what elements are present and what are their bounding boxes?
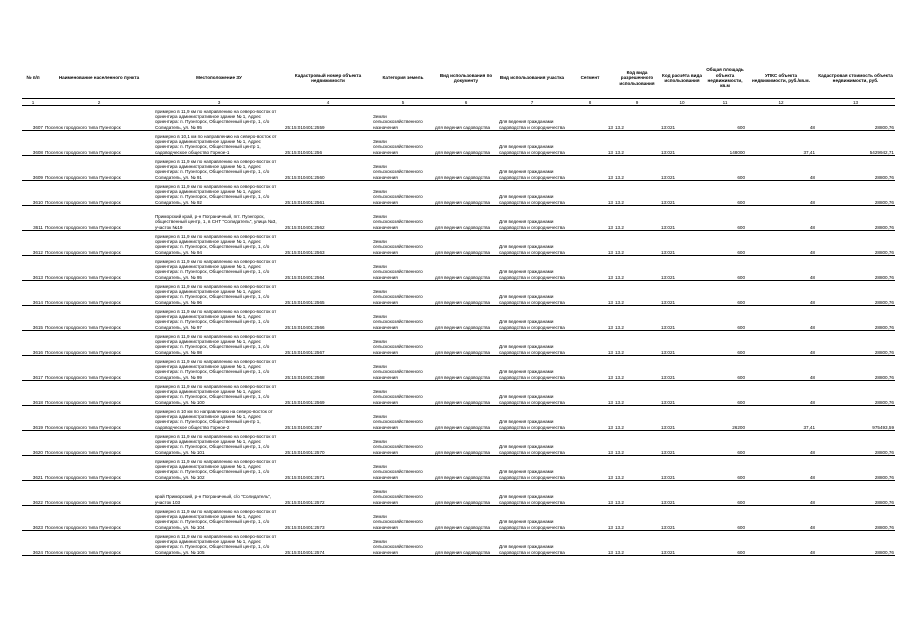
calc-code: 13:021 [660, 331, 704, 356]
cadastral-value: 28800,76 [816, 481, 895, 506]
location-text: примерно в 10,1 км по направлению на северо-восток от ориентира административное здание № 1, Адрес ориентира: п. Пуэнгорск, Общественный центр 1, садоводческое общество Горное-1 [154, 131, 284, 156]
settlement-name: Поселок городского типа Пуэнгорск [44, 406, 154, 431]
row-number: 3616 [22, 331, 44, 356]
segment: 13 [566, 331, 614, 356]
permitted-use-code: 13.2 [614, 506, 660, 531]
row-number: 3621 [22, 456, 44, 481]
segment: 13 [566, 481, 614, 506]
use-by-document: для ведения садоводства [434, 131, 498, 156]
cadastral-number: 25:15:010401:2559 [284, 106, 372, 131]
col-header-segment: Сегмент [566, 58, 614, 99]
land-category: Земли сельскохозяйственного назначения [372, 306, 434, 331]
column-number: 3 [154, 99, 284, 106]
row-number: 3617 [22, 356, 44, 381]
cadastral-number: 25:15:010401:2566 [284, 306, 372, 331]
table-row [22, 456, 895, 481]
land-category: Земли сельскохозяйственного назначения [372, 106, 434, 131]
use-by-document: для ведения садоводства [434, 406, 498, 431]
area-value: 600 [704, 381, 746, 406]
land-category: Земли сельскохозяйственного назначения [372, 356, 434, 381]
cadastral-number: 25:15:010401:2574 [284, 531, 372, 556]
plot-use: Для ведения гражданами садоводства и огородничества [498, 481, 566, 506]
permitted-use-code: 13.2 [614, 356, 660, 381]
settlement-name: Поселок городского типа Пуэнгорск [44, 106, 154, 131]
cadastral-number: 25:15:010401:2564 [284, 256, 372, 281]
calc-code: 13:021 [660, 131, 704, 156]
settlement-name: Поселок городского типа Пуэнгорск [44, 356, 154, 381]
col-header-area: Общая площадь объекта недвижимости, кв.м [704, 58, 746, 99]
use-by-document: для ведения садоводства [434, 156, 498, 181]
permitted-use-code: 13.2 [614, 531, 660, 556]
settlement-name: Поселок городского типа Пуэнгорск [44, 306, 154, 331]
calc-code: 13:021 [660, 431, 704, 456]
upks-value: 48 [746, 531, 816, 556]
cadastral-number: 25:15:010401:2562 [284, 206, 372, 231]
column-number: 10 [660, 99, 704, 106]
calc-code: 13:021 [660, 456, 704, 481]
settlement-name: Поселок городского типа Пуэнгорск [44, 381, 154, 406]
use-by-document: для ведения садоводства [434, 331, 498, 356]
table-row [22, 131, 895, 156]
segment: 13 [566, 181, 614, 206]
column-number: 2 [44, 99, 154, 106]
cadastral-value: 28800,76 [816, 306, 895, 331]
table-row [22, 281, 895, 306]
segment: 13 [566, 356, 614, 381]
use-by-document: для ведения садоводства [434, 181, 498, 206]
cadastral-value: 28800,76 [816, 381, 895, 406]
upks-value: 48 [746, 356, 816, 381]
col-header-settlement: Наименование населенного пункта [44, 58, 154, 99]
upks-value: 48 [746, 156, 816, 181]
land-category: Земли сельскохозяйственного назначения [372, 181, 434, 206]
calc-code: 13:021 [660, 106, 704, 131]
row-number: 3624 [22, 531, 44, 556]
upks-value: 48 [746, 331, 816, 356]
plot-use: Для ведения гражданами садоводства и огородничества [498, 356, 566, 381]
upks-value: 48 [746, 381, 816, 406]
plot-use: Для ведения гражданами садоводства и огородничества [498, 456, 566, 481]
segment: 13 [566, 256, 614, 281]
permitted-use-code: 13.2 [614, 181, 660, 206]
settlement-name: Поселок городского типа Пуэнгорск [44, 531, 154, 556]
use-by-document: для ведения садоводства [434, 356, 498, 381]
upks-value: 48 [746, 431, 816, 456]
settlement-name: Поселок городского типа Пуэнгорск [44, 131, 154, 156]
row-number: 3614 [22, 281, 44, 306]
col-header-num: № п/п [22, 58, 44, 99]
plot-use: Для ведения гражданами садоводства и огородничества [498, 181, 566, 206]
segment: 13 [566, 156, 614, 181]
column-number: 1 [22, 99, 44, 106]
land-category: Земли сельскохозяйственного назначения [372, 456, 434, 481]
cadastral-value: 975493,59 [816, 406, 895, 431]
table-row [22, 231, 895, 256]
location-text: примерно в 11,9 км по направлению на северо-восток от ориентира административное здание № 1, Адрес ориентира: п. Пуэнгорск, Общественный центр, 1, с/о Солидатель, ул. № 100 [154, 381, 284, 406]
area-value: 600 [704, 456, 746, 481]
use-by-document: для ведения садоводства [434, 281, 498, 306]
area-value: 600 [704, 531, 746, 556]
segment: 13 [566, 281, 614, 306]
cadastral-number: 25:15:010401:2569 [284, 381, 372, 406]
location-text: примерно в 11,9 км по направлению на северо-восток от ориентира административное здание № 1, Адрес ориентира: п. Пуэнгорск, Общественный центр, 1, с/о Солидатель, ул. № 95 [154, 106, 284, 131]
calc-code: 13:021 [660, 381, 704, 406]
area-value: 600 [704, 481, 746, 506]
location-text: примерно в 11,9 км по направлению на северо-восток от ориентира административное здание № 1, Адрес ориентира: п. Пуэнгорск, Общественный центр, 1, с/о Солидатель, ул. № 105 [154, 531, 284, 556]
plot-use: Для ведения гражданами садоводства и огородничества [498, 406, 566, 431]
row-number: 3622 [22, 481, 44, 506]
segment: 13 [566, 131, 614, 156]
land-category: Земли сельскохозяйственного назначения [372, 431, 434, 456]
permitted-use-code: 13.2 [614, 106, 660, 131]
cadastral-number: 25:15:010401:2572 [284, 481, 372, 506]
use-by-document: для ведения садоводства [434, 456, 498, 481]
location-text: примерно в 11,9 км по направлению на северо-восток от ориентира административное здание № 1, Адрес ориентира: п. Пуэнгорск, Общественный центр, 1, с/о Солидатель, ул. № 104 [154, 506, 284, 531]
calc-code: 13:021 [660, 481, 704, 506]
table-row [22, 331, 895, 356]
land-category: Земли сельскохозяйственного назначения [372, 506, 434, 531]
row-number: 3611 [22, 206, 44, 231]
upks-value: 48 [746, 231, 816, 256]
row-number: 3613 [22, 256, 44, 281]
area-value: 600 [704, 431, 746, 456]
upks-value: 48 [746, 181, 816, 206]
location-text: примерно в 11,9 км по направлению на северо-восток от ориентира административное здание № 1, Адрес ориентира: п. Пуэнгорск, Общественный центр, 1, с/о Солидатель, ул. № 95 [154, 256, 284, 281]
permitted-use-code: 13.2 [614, 281, 660, 306]
column-number: 5 [372, 99, 434, 106]
col-header-use-by-document: Вид использования по документу [434, 58, 498, 99]
permitted-use-code: 13.2 [614, 306, 660, 331]
upks-value: 48 [746, 306, 816, 331]
use-by-document: для ведения садоводства [434, 381, 498, 406]
permitted-use-code: 13.2 [614, 431, 660, 456]
col-header-cadastral-value: Кадастровая стоимость объекта недвижимости, руб. [816, 58, 895, 99]
land-category: Земли сельскохозяйственного назначения [372, 256, 434, 281]
calc-code: 13:021 [660, 506, 704, 531]
table-row [22, 306, 895, 331]
cadastral-value: 28800,76 [816, 231, 895, 256]
area-value: 600 [704, 281, 746, 306]
row-number: 3610 [22, 181, 44, 206]
calc-code: 13:021 [660, 156, 704, 181]
upks-value: 48 [746, 481, 816, 506]
location-text: примерно в 11,9 км по направлению на северо-восток от ориентира административное здание № 1, Адрес ориентира: п. Пуэнгорск, Общественный центр, 1, с/о Солидатель, ул. № 101 [154, 431, 284, 456]
location-text: примерно в 11,9 км по направлению на северо-восток от ориентира административное здание № 1, Адрес ориентира: п. Пуэнгорск, Общественный центр, 1, с/о Солидатель, ул. № 98 [154, 331, 284, 356]
cadastral-value: 5429942,71 [816, 131, 895, 156]
column-number: 4 [284, 99, 372, 106]
table-body [22, 106, 895, 556]
location-text: примерно в 10 км по направлению на северо-восток от ориентира административное здание № 1, Адрес ориентира: п. Пуэнгорск, Общественный центр 1, садоводческое общество Горное-2 [154, 406, 284, 431]
land-category: Земли сельскохозяйственного назначения [372, 231, 434, 256]
location-text: примерно в 11,9 км по направлению на северо-восток от ориентира административное здание № 1, Адрес ориентира: п. Пуэнгорск, Общественный центр, 1, с/о Солидатель, ул. № 94 [154, 231, 284, 256]
table-row [22, 256, 895, 281]
area-value: 600 [704, 256, 746, 281]
cadastral-value: 28800,76 [816, 181, 895, 206]
permitted-use-code: 13.2 [614, 231, 660, 256]
plot-use: Для ведения гражданами садоводства и огородничества [498, 431, 566, 456]
use-by-document: для ведения садоводства [434, 506, 498, 531]
settlement-name: Поселок городского типа Пуэнгорск [44, 331, 154, 356]
area-value: 600 [704, 306, 746, 331]
cadastral-value: 28800,76 [816, 106, 895, 131]
segment: 13 [566, 381, 614, 406]
segment: 13 [566, 506, 614, 531]
cadastral-value-table [22, 58, 895, 556]
cadastral-number: 25:15:010401:256 [284, 131, 372, 156]
permitted-use-code: 13.2 [614, 156, 660, 181]
use-by-document: для ведения садоводства [434, 531, 498, 556]
table-row [22, 481, 895, 506]
row-number: 3618 [22, 381, 44, 406]
cadastral-value: 28800,76 [816, 506, 895, 531]
segment: 13 [566, 106, 614, 131]
permitted-use-code: 13.2 [614, 456, 660, 481]
land-category: Земли сельскохозяйственного назначения [372, 406, 434, 431]
plot-use: Для ведения гражданами садоводства и огородничества [498, 381, 566, 406]
calc-code: 13:021 [660, 181, 704, 206]
use-by-document: для ведения садоводства [434, 431, 498, 456]
segment: 13 [566, 231, 614, 256]
plot-use: Для ведения гражданами садоводства и огородничества [498, 531, 566, 556]
area-value: 26200 [704, 406, 746, 431]
settlement-name: Поселок городского типа Пуэнгорск [44, 431, 154, 456]
cadastral-value: 28800,76 [816, 206, 895, 231]
permitted-use-code: 13.2 [614, 381, 660, 406]
permitted-use-code: 13.2 [614, 256, 660, 281]
row-number: 3608 [22, 131, 44, 156]
area-value: 600 [704, 156, 746, 181]
cadastral-valuation-sheet [22, 58, 895, 556]
cadastral-value: 28800,76 [816, 456, 895, 481]
permitted-use-code: 13.2 [614, 331, 660, 356]
land-category: Земли сельскохозяйственного назначения [372, 481, 434, 506]
land-category: Земли сельскохозяйственного назначения [372, 131, 434, 156]
col-header-location: Местоположение ЗУ [154, 58, 284, 99]
row-number: 3619 [22, 406, 44, 431]
cadastral-number: 25:15:010401:2570 [284, 431, 372, 456]
plot-use: Для ведения гражданами садоводства и огородничества [498, 256, 566, 281]
upks-value: 48 [746, 506, 816, 531]
cadastral-value: 28800,76 [816, 331, 895, 356]
column-number: 9 [614, 99, 660, 106]
upks-value: 48 [746, 256, 816, 281]
area-value: 148000 [704, 131, 746, 156]
location-text: примерно в 11,9 км по направлению на северо-восток от ориентира административное здание № 1, Адрес ориентира: п. Пуэнгорск, Общественный центр, 1, с/о Солидатель, ул. № 91 [154, 156, 284, 181]
table-row [22, 156, 895, 181]
calc-code: 13:021 [660, 306, 704, 331]
plot-use: Для ведения гражданами садоводства и огородничества [498, 506, 566, 531]
plot-use: Для ведения гражданами садоводства и огородничества [498, 281, 566, 306]
segment: 13 [566, 406, 614, 431]
settlement-name: Поселок городского типа Пуэнгорск [44, 481, 154, 506]
row-number: 3620 [22, 431, 44, 456]
table-row [22, 531, 895, 556]
col-header-upks: УПКС объекта недвижимости, руб./кв.м. [746, 58, 816, 99]
permitted-use-code: 13.2 [614, 406, 660, 431]
segment: 13 [566, 531, 614, 556]
header-row [22, 58, 895, 99]
table-row [22, 381, 895, 406]
segment: 13 [566, 206, 614, 231]
column-number: 12 [746, 99, 816, 106]
column-number: 13 [816, 99, 895, 106]
cadastral-number: 25:15:010401:2563 [284, 231, 372, 256]
cadastral-number: 25:15:010401:257 [284, 406, 372, 431]
use-by-document: для ведения садоводства [434, 306, 498, 331]
land-category: Земли сельскохозяйственного назначения [372, 381, 434, 406]
settlement-name: Поселок городского типа Пуэнгорск [44, 181, 154, 206]
plot-use: Для ведения гражданами садоводства и огородничества [498, 331, 566, 356]
permitted-use-code: 13.2 [614, 481, 660, 506]
table-row [22, 431, 895, 456]
permitted-use-code: 13.2 [614, 131, 660, 156]
use-by-document: для ведения садоводства [434, 231, 498, 256]
cadastral-number: 25:15:010401:2573 [284, 506, 372, 531]
upks-value: 37,41 [746, 131, 816, 156]
plot-use: Для ведения гражданами садоводства и огородничества [498, 131, 566, 156]
area-value: 600 [704, 231, 746, 256]
row-number: 3612 [22, 231, 44, 256]
col-header-land-category: Категория земель [372, 58, 434, 99]
column-number: 6 [434, 99, 498, 106]
table-row [22, 206, 895, 231]
location-text: примерно в 11,9 км по направлению на северо-восток от ориентира административное здание № 1, Адрес ориентира: п. Пуэнгорск, Общественный центр, 1, с/о Солидатель, ул. № 102 [154, 456, 284, 481]
column-number: 7 [498, 99, 566, 106]
upks-value: 48 [746, 281, 816, 306]
land-category: Земли сельскохозяйственного назначения [372, 531, 434, 556]
column-number: 8 [566, 99, 614, 106]
calc-code: 13:021 [660, 281, 704, 306]
area-value: 600 [704, 331, 746, 356]
area-value: 600 [704, 106, 746, 131]
cadastral-value: 28800,76 [816, 156, 895, 181]
area-value: 600 [704, 181, 746, 206]
upks-value: 48 [746, 206, 816, 231]
cadastral-number: 25:15:010401:2567 [284, 331, 372, 356]
area-value: 600 [704, 506, 746, 531]
upks-value: 37,41 [746, 406, 816, 431]
use-by-document: для ведения садоводства [434, 256, 498, 281]
upks-value: 48 [746, 106, 816, 131]
land-category: Земли сельскохозяйственного назначения [372, 206, 434, 231]
col-header-permitted-use-code: Код вида разрешенного использования [614, 58, 660, 99]
col-header-plot-use: Вид использования участка [498, 58, 566, 99]
settlement-name: Поселок городского типа Пуэнгорск [44, 281, 154, 306]
calc-code: 13:021 [660, 231, 704, 256]
area-value: 600 [704, 356, 746, 381]
plot-use: Для ведения гражданами садоводства и огородничества [498, 156, 566, 181]
col-header-calc-code: Код расчёта вида использования [660, 58, 704, 99]
cadastral-number: 25:15:010401:2571 [284, 456, 372, 481]
segment: 13 [566, 306, 614, 331]
location-text: примерно в 11,9 км по направлению на северо-восток от ориентира административное здание № 1, Адрес ориентира: п. Пуэнгорск, Общественный центр, 1, с/о Солидатель, ул. № 99 [154, 356, 284, 381]
column-number: 11 [704, 99, 746, 106]
calc-code: 13:021 [660, 531, 704, 556]
cadastral-number: 25:15:010401:2565 [284, 281, 372, 306]
location-text: примерно в 11,9 км по направлению на северо-восток от ориентира административное здание № 1, Адрес ориентира: п. Пуэнгорск, Общественный центр, 1, с/о Солидатель, ул. № 96 [154, 281, 284, 306]
location-text: примерно в 11,9 км по направлению на северо-восток от ориентира административное здание № 1, Адрес ориентира: п. Пуэнгорск, Общественный центр, 1, с/о Солидатель, ул. № 92 [154, 181, 284, 206]
land-category: Земли сельскохозяйственного назначения [372, 331, 434, 356]
plot-use: Для ведения гражданами садоводства и огородничества [498, 306, 566, 331]
settlement-name: Поселок городского типа Пуэнгорск [44, 456, 154, 481]
upks-value: 48 [746, 456, 816, 481]
table-row [22, 356, 895, 381]
row-number: 3609 [22, 156, 44, 181]
area-value: 600 [704, 206, 746, 231]
settlement-name: Поселок городского типа Пуэнгорск [44, 156, 154, 181]
segment: 13 [566, 431, 614, 456]
settlement-name: Поселок городского типа Пуэнгорск [44, 231, 154, 256]
cadastral-value: 28800,76 [816, 531, 895, 556]
land-category: Земли сельскохозяйственного назначения [372, 156, 434, 181]
plot-use: Для ведения гражданами садоводства и огородничества [498, 106, 566, 131]
cadastral-number: 25:15:010401:2561 [284, 181, 372, 206]
plot-use: Для ведения гражданами садоводства и огородничества [498, 206, 566, 231]
settlement-name: Поселок городского типа Пуэнгорск [44, 506, 154, 531]
table-row [22, 506, 895, 531]
use-by-document: для ведения садоводства [434, 206, 498, 231]
settlement-name: Поселок городского типа Пуэнгорск [44, 206, 154, 231]
permitted-use-code: 13.2 [614, 206, 660, 231]
cadastral-value: 28800,76 [816, 356, 895, 381]
cadastral-value: 28800,76 [816, 431, 895, 456]
settlement-name: Поселок городского типа Пуэнгорск [44, 256, 154, 281]
calc-code: 13:021 [660, 206, 704, 231]
cadastral-number: 25:15:010401:2568 [284, 356, 372, 381]
use-by-document: для ведения садоводства [434, 106, 498, 131]
col-header-cadastral-number: Кадастровый номер объекта недвижимости [284, 58, 372, 99]
row-number: 3615 [22, 306, 44, 331]
row-number: 3607 [22, 106, 44, 131]
calc-code: 13:021 [660, 356, 704, 381]
land-category: Земли сельскохозяйственного назначения [372, 281, 434, 306]
calc-code: 13:021 [660, 256, 704, 281]
plot-use: Для ведения гражданами садоводства и огородничества [498, 231, 566, 256]
location-text: примерно в 11,9 км по направлению на северо-восток от ориентира административное здание № 1, Адрес ориентира: п. Пуэнгорск, Общественный центр, 1, с/о Солидатель, ул. № 97 [154, 306, 284, 331]
cadastral-value: 28800,76 [816, 281, 895, 306]
table-row [22, 106, 895, 131]
table-row [22, 181, 895, 206]
location-text: Приморский край, р-н Пограничный, пгт. Пуэнгорск, общественный центр, 1, в СНТ "Солидатель", улица №3, участок №19 [154, 206, 284, 231]
segment: 13 [566, 456, 614, 481]
use-by-document: для ведения садоводства [434, 481, 498, 506]
row-number: 3623 [22, 506, 44, 531]
cadastral-value: 28800,76 [816, 256, 895, 281]
table-row [22, 406, 895, 431]
cadastral-number: 25:15:010401:2560 [284, 156, 372, 181]
location-text: край Приморский, р-н Пограничный, с/о "Солидатель", участок 103 [154, 481, 284, 506]
calc-code: 13:021 [660, 406, 704, 431]
column-number-row [22, 99, 895, 106]
